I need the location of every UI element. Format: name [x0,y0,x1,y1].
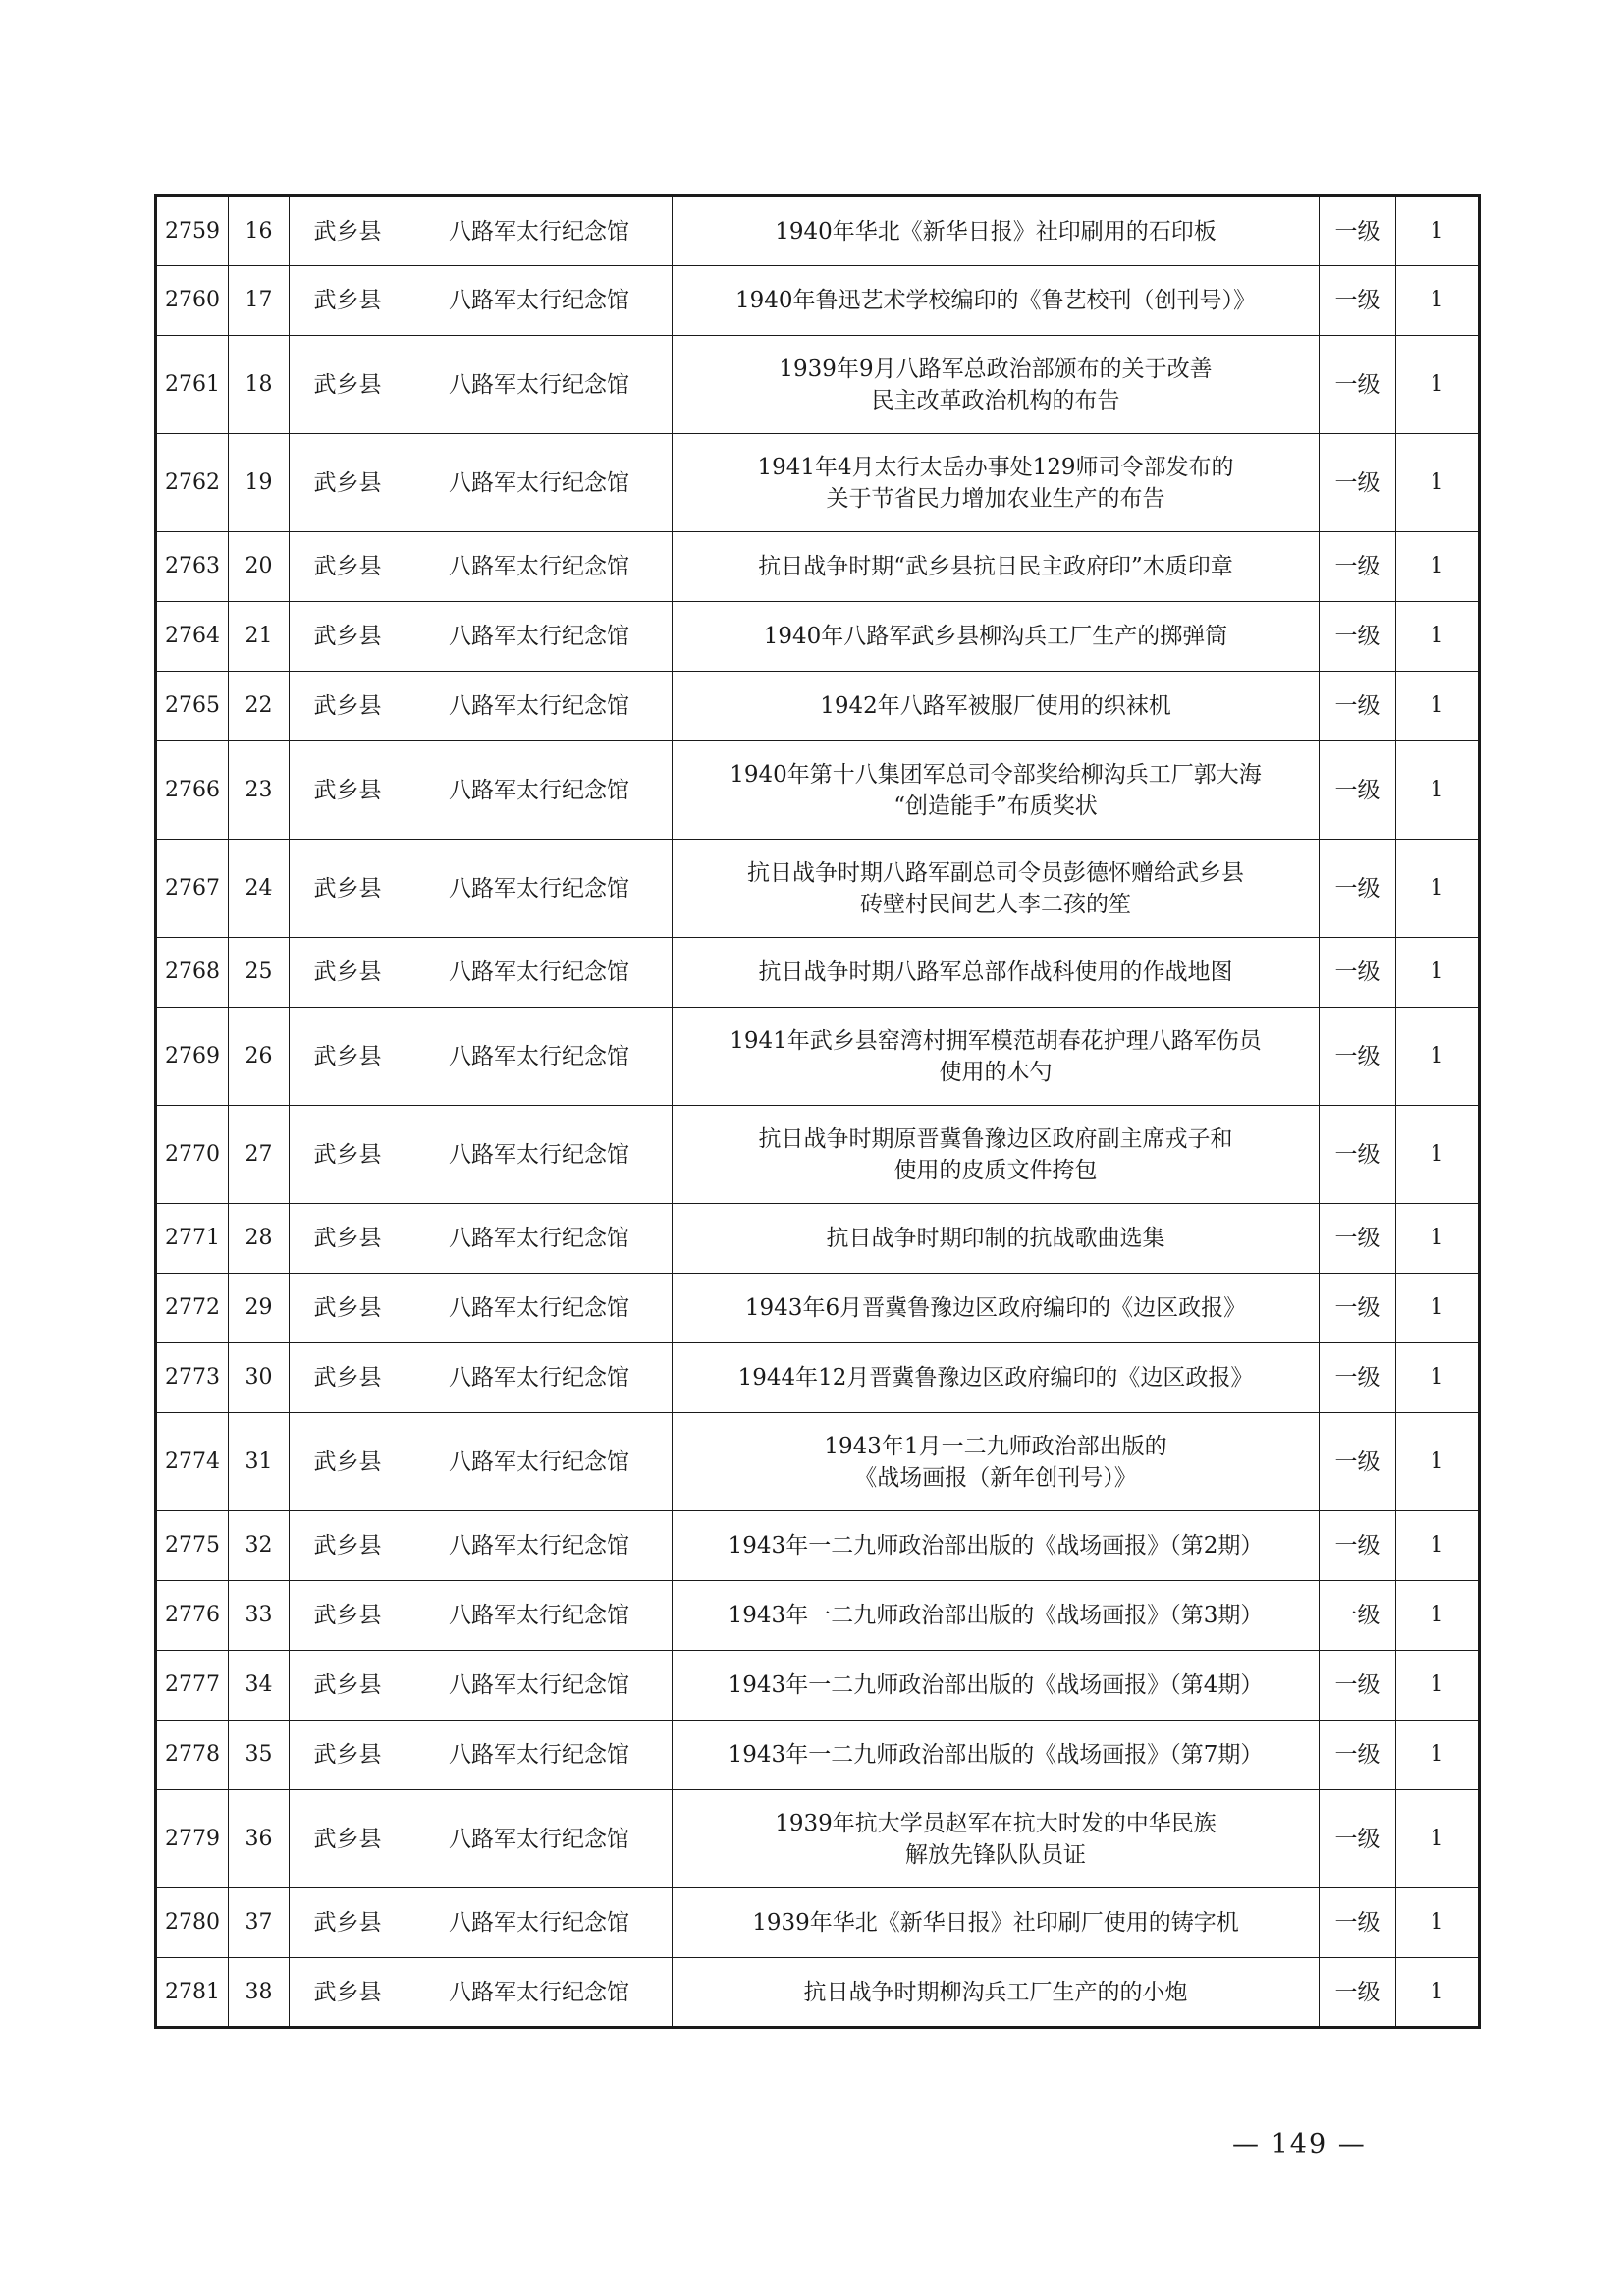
cell-quantity: 1 [1396,1790,1480,1888]
cell-county: 武乡县 [290,1721,406,1790]
cell-sequence: 26 [229,1008,290,1106]
cell-level: 一级 [1320,1274,1396,1343]
table-row [156,434,1480,532]
cell-quantity: 1 [1396,532,1480,602]
cell-county: 武乡县 [290,1790,406,1888]
cell-county: 武乡县 [290,1106,406,1204]
table-row [156,1958,1480,2028]
relic-name-line: 抗日战争时期原晋冀鲁豫边区政府副主席戎子和 [758,1125,1233,1152]
cell-number: 2765 [156,672,229,741]
cell-relic-name [673,1651,1320,1721]
relic-name-line: 1940年第十八集团军总司令部奖给柳沟兵工厂郭大海 [730,761,1262,788]
cell-quantity: 1 [1396,434,1480,532]
cell-relic-name [673,1106,1320,1204]
relic-name-line: 使用的木勺 [939,1059,1053,1085]
cell-quantity: 1 [1396,1106,1480,1204]
cell-number: 2759 [156,196,229,266]
cell-county: 武乡县 [290,196,406,266]
cell-relic-name [673,1511,1320,1581]
relic-name-line: 抗日战争时期“武乡县抗日民主政府印”木质印章 [758,554,1233,579]
table-row [156,1106,1480,1204]
cell-unit: 八路军太行纪念馆 [406,1106,673,1204]
cell-level: 一级 [1320,1106,1396,1204]
cell-number: 2770 [156,1106,229,1204]
cell-quantity: 1 [1396,1888,1480,1958]
table-body [156,196,1480,2028]
table-row [156,1343,1480,1413]
cell-sequence: 16 [229,196,290,266]
cell-county: 武乡县 [290,336,406,434]
cell-relic-name [673,1274,1320,1343]
cell-unit: 八路军太行纪念馆 [406,840,673,938]
cell-relic-name [673,741,1320,840]
cell-quantity: 1 [1396,1581,1480,1651]
cell-unit: 八路军太行纪念馆 [406,1790,673,1888]
cell-quantity: 1 [1396,1651,1480,1721]
cell-unit: 八路军太行纪念馆 [406,672,673,741]
table-row [156,672,1480,741]
cell-sequence: 36 [229,1790,290,1888]
cell-relic-name [673,1888,1320,1958]
cell-unit: 八路军太行纪念馆 [406,196,673,266]
cell-level: 一级 [1320,840,1396,938]
cell-sequence: 37 [229,1888,290,1958]
cell-number: 2773 [156,1343,229,1413]
cell-relic-name [673,1343,1320,1413]
cell-level: 一级 [1320,1790,1396,1888]
cell-sequence: 23 [229,741,290,840]
relic-name-line: 抗日战争时期印制的抗战歌曲选集 [826,1226,1165,1251]
relic-name-line: 使用的皮质文件挎包 [893,1157,1098,1183]
relic-name-line: 《战场画报（新年创刊号）》 [854,1464,1137,1491]
cell-number: 2774 [156,1413,229,1511]
table-row [156,1790,1480,1888]
relic-name-line: 民主改革政治机构的布告 [871,387,1120,413]
table-row [156,1511,1480,1581]
cell-level: 一级 [1320,1721,1396,1790]
table-row [156,602,1480,672]
table-row [156,1721,1480,1790]
cell-level: 一级 [1320,1958,1396,2028]
cell-number: 2760 [156,266,229,336]
table-row [156,196,1480,266]
cell-unit: 八路军太行纪念馆 [406,1274,673,1343]
cell-unit: 八路军太行纪念馆 [406,1343,673,1413]
cell-sequence: 17 [229,266,290,336]
cell-level: 一级 [1320,266,1396,336]
cell-level: 一级 [1320,196,1396,266]
cell-quantity: 1 [1396,266,1480,336]
relic-name-line: 1940年鲁迅艺术学校编印的《鲁艺校刊（创刊号）》 [734,288,1257,313]
cell-number: 2764 [156,602,229,672]
cell-relic-name [673,434,1320,532]
cell-level: 一级 [1320,1581,1396,1651]
cell-level: 一级 [1320,434,1396,532]
table-row [156,336,1480,434]
cell-quantity: 1 [1396,1413,1480,1511]
cell-level: 一级 [1320,672,1396,741]
table-row [156,840,1480,938]
cell-sequence: 35 [229,1721,290,1790]
table-row [156,266,1480,336]
relic-name-line: 1939年抗大学员赵军在抗大时发的中华民族 [775,1810,1217,1836]
cell-sequence: 27 [229,1106,290,1204]
relic-name-line: 1941年4月太行太岳办事处129师司令部发布的 [757,454,1234,480]
cell-county: 武乡县 [290,938,406,1008]
table-row [156,532,1480,602]
cell-relic-name [673,266,1320,336]
cell-level: 一级 [1320,336,1396,434]
cell-sequence: 28 [229,1204,290,1274]
cell-sequence: 32 [229,1511,290,1581]
table-row [156,1274,1480,1343]
cell-county: 武乡县 [290,1888,406,1958]
relic-name-line: 砖壁村民间艺人李二孩的笙 [860,891,1131,917]
cell-number: 2775 [156,1511,229,1581]
cell-relic-name [673,672,1320,741]
cell-unit: 八路军太行纪念馆 [406,336,673,434]
relic-name-line: 1943年一二九师政治部出版的《战场画报》（第4期） [728,1672,1264,1698]
cell-relic-name [673,196,1320,266]
cell-sequence: 34 [229,1651,290,1721]
cell-relic-name [673,1204,1320,1274]
cell-unit: 八路军太行纪念馆 [406,266,673,336]
cell-county: 武乡县 [290,1511,406,1581]
relic-name-line: 1943年6月晋冀鲁豫边区政府编印的《边区政报》 [744,1295,1247,1321]
cell-sequence: 24 [229,840,290,938]
cell-quantity: 1 [1396,1343,1480,1413]
relic-name-line: 1943年1月一二九师政治部出版的 [824,1433,1167,1459]
cell-number: 2780 [156,1888,229,1958]
cell-county: 武乡县 [290,1343,406,1413]
cell-county: 武乡县 [290,1204,406,1274]
cell-number: 2766 [156,741,229,840]
cell-sequence: 30 [229,1343,290,1413]
cell-relic-name [673,1790,1320,1888]
cell-unit: 八路军太行纪念馆 [406,1204,673,1274]
cell-number: 2767 [156,840,229,938]
cell-quantity: 1 [1396,1511,1480,1581]
cell-unit: 八路军太行纪念馆 [406,532,673,602]
cell-county: 武乡县 [290,1413,406,1511]
cell-sequence: 22 [229,672,290,741]
cell-number: 2761 [156,336,229,434]
relic-name-line: 1941年武乡县窑湾村拥军模范胡春花护理八路军伤员 [730,1027,1262,1054]
cell-quantity: 1 [1396,672,1480,741]
table-row [156,1204,1480,1274]
cell-number: 2777 [156,1651,229,1721]
cell-unit: 八路军太行纪念馆 [406,1721,673,1790]
cell-sequence: 38 [229,1958,290,2028]
cell-level: 一级 [1320,1888,1396,1958]
cell-county: 武乡县 [290,1008,406,1106]
cell-number: 2778 [156,1721,229,1790]
cell-county: 武乡县 [290,532,406,602]
cell-sequence: 31 [229,1413,290,1511]
cell-relic-name [673,336,1320,434]
relic-name-line: 解放先锋队队员证 [905,1841,1086,1868]
table-row [156,1413,1480,1511]
page-number: — 149 — [1232,2129,1367,2159]
cell-relic-name [673,1413,1320,1511]
relic-name-line: 1942年八路军被服厂使用的织袜机 [820,693,1171,719]
cell-unit: 八路军太行纪念馆 [406,1888,673,1958]
cell-quantity: 1 [1396,602,1480,672]
cell-quantity: 1 [1396,741,1480,840]
cell-level: 一级 [1320,1511,1396,1581]
relic-name-line: 1939年9月八路军总政治部颁布的关于改善 [779,355,1213,382]
cell-county: 武乡县 [290,266,406,336]
cell-relic-name [673,938,1320,1008]
cell-relic-name [673,532,1320,602]
cell-relic-name [673,1721,1320,1790]
table-row [156,1581,1480,1651]
cell-level: 一级 [1320,602,1396,672]
cell-unit: 八路军太行纪念馆 [406,1413,673,1511]
cell-number: 2781 [156,1958,229,2028]
cell-number: 2763 [156,532,229,602]
cell-sequence: 29 [229,1274,290,1343]
table-row [156,938,1480,1008]
cell-unit: 八路军太行纪念馆 [406,741,673,840]
relic-name-line: 1940年华北《新华日报》社印刷用的石印板 [775,218,1217,245]
cell-relic-name [673,1008,1320,1106]
relic-name-line: 1943年一二九师政治部出版的《战场画报》（第7期） [728,1742,1264,1768]
relic-name-line: 抗日战争时期柳沟兵工厂生产的的小炮 [803,1979,1188,2005]
cell-sequence: 20 [229,532,290,602]
relic-table [154,194,1481,2029]
relic-name-line: 1939年华北《新华日报》社印刷厂使用的铸字机 [752,1910,1239,1936]
table-row [156,1888,1480,1958]
table-row [156,1651,1480,1721]
cell-quantity: 1 [1396,840,1480,938]
cell-county: 武乡县 [290,672,406,741]
cell-unit: 八路军太行纪念馆 [406,938,673,1008]
cell-unit: 八路军太行纪念馆 [406,1581,673,1651]
relic-name-line: 抗日战争时期八路军副总司令员彭德怀赠给武乡县 [747,859,1244,886]
relic-name-line: 1940年八路军武乡县柳沟兵工厂生产的掷弹筒 [763,624,1228,649]
cell-unit: 八路军太行纪念馆 [406,1651,673,1721]
relic-name-line: 1944年12月晋冀鲁豫边区政府编印的《边区政报》 [737,1365,1254,1391]
cell-sequence: 33 [229,1581,290,1651]
cell-level: 一级 [1320,1651,1396,1721]
cell-county: 武乡县 [290,1651,406,1721]
cell-unit: 八路军太行纪念馆 [406,602,673,672]
table-row [156,1008,1480,1106]
cell-county: 武乡县 [290,840,406,938]
table-row [156,741,1480,840]
cell-level: 一级 [1320,938,1396,1008]
cell-sequence: 19 [229,434,290,532]
cell-level: 一级 [1320,1413,1396,1511]
cell-level: 一级 [1320,1204,1396,1274]
relic-name-line: “创造能手”布质奖状 [893,793,1098,819]
cell-county: 武乡县 [290,1958,406,2028]
cell-unit: 八路军太行纪念馆 [406,434,673,532]
cell-quantity: 1 [1396,336,1480,434]
cell-level: 一级 [1320,1343,1396,1413]
cell-sequence: 21 [229,602,290,672]
cell-sequence: 18 [229,336,290,434]
cell-unit: 八路军太行纪念馆 [406,1008,673,1106]
relic-name-line: 1943年一二九师政治部出版的《战场画报》（第3期） [728,1603,1264,1628]
cell-quantity: 1 [1396,1008,1480,1106]
cell-county: 武乡县 [290,741,406,840]
cell-unit: 八路军太行纪念馆 [406,1511,673,1581]
cell-number: 2769 [156,1008,229,1106]
cell-number: 2762 [156,434,229,532]
cell-relic-name [673,840,1320,938]
cell-quantity: 1 [1396,938,1480,1008]
cell-relic-name [673,1958,1320,2028]
cell-relic-name [673,1581,1320,1651]
cell-county: 武乡县 [290,602,406,672]
cell-number: 2771 [156,1204,229,1274]
cell-relic-name [673,602,1320,672]
cell-quantity: 1 [1396,1274,1480,1343]
cell-number: 2776 [156,1581,229,1651]
cell-number: 2768 [156,938,229,1008]
cell-number: 2779 [156,1790,229,1888]
cell-quantity: 1 [1396,1721,1480,1790]
cell-quantity: 1 [1396,1204,1480,1274]
cell-county: 武乡县 [290,1274,406,1343]
cell-number: 2772 [156,1274,229,1343]
cell-county: 武乡县 [290,1581,406,1651]
relic-name-line: 关于节省民力增加农业生产的布告 [826,485,1165,512]
cell-sequence: 25 [229,938,290,1008]
cell-quantity: 1 [1396,196,1480,266]
cell-unit: 八路军太行纪念馆 [406,1958,673,2028]
cell-level: 一级 [1320,741,1396,840]
relic-name-line: 抗日战争时期八路军总部作战科使用的作战地图 [758,959,1233,985]
cell-level: 一级 [1320,532,1396,602]
cell-county: 武乡县 [290,434,406,532]
cell-level: 一级 [1320,1008,1396,1106]
relic-name-line: 1943年一二九师政治部出版的《战场画报》（第2期） [728,1533,1264,1558]
cell-quantity: 1 [1396,1958,1480,2028]
